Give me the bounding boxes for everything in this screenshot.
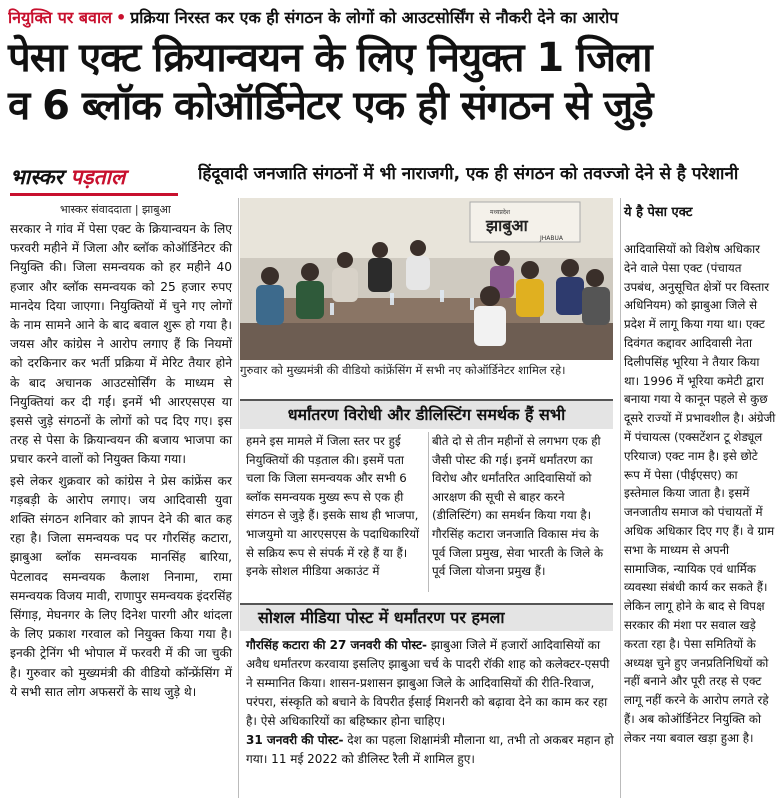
middle-column-divider	[428, 432, 429, 592]
svg-text:झाबुआ: झाबुआ	[486, 216, 528, 235]
headline-line-2: व 6 ब्लॉक कोऑर्डिनेटर एक ही संगठन से जुड़े	[8, 83, 653, 129]
meeting-photo-illustration	[240, 198, 613, 360]
social-section-heading: सोशल मीडिया पोस्ट में धर्मांतरण पर हमला	[240, 603, 613, 631]
main-paragraph-1: सरकार ने गांव में पेसा एक्ट के क्रियान्वयन के लिए फरवरी महीने में जिला और ब्लॉक कोऑर्डिनेटर की नियुक्ति की। जिला समन्वयक को हर महीने 40 हजार और ब्लॉक समन्वयक को 25 हजार रुपए मानदेय दिया जाएगा। नियुक्तियों में चुने गए लोगों के नाम सामने आने के बाद बवाल शुरू हो गया है। जयस और कांग्रेस ने आरोप लगाए हैं कि नियमों को दरकिनार कर भर्ती प्रक्रिया में मेरिट तैयार होने के बाद अचानक आउटसोर्सिंग के माध्यम से नियुक्तियां कर दी गईं। इनमें भी आरएसएस या इससे जुड़े संगठनों के लोगों को पद दिए गए। इस तरह से पेसा के क्रियान्वयन की बजाय भाजपा का प्रचार करने वालों को नियुक्त किया गया।	[10, 222, 232, 467]
main-paragraph-2: इसे लेकर शुक्रवार को कांग्रेस ने प्रेस कांफ्रेंस कर गड़बड़ी के आरोप लगाए। जय आदिवासी युवा शक्ति संगठन शनिवार को ज्ञापन देने की बात कह रहा है। जिला समन्वयक पद पर गौरसिंह कटारा, झाबुआ ब्लॉक समन्वयक मानसिंह बारिया, पेटलावद समन्वयक कैलाश निनामा, रामा समन्वयक विजय मावी, राणापुर समन्वयक इंदरसिंह सिंगाड़, मेघनगर के लिए दिनेश पारगी और थांदला के लिए प्रकाश गरवाल को नियुक्त किया गया है। इनकी ट्रेनिंग भी भोपाल में फरवरी में की जा चुकी है। गुरुवार को मुख्यमंत्री की वीडियो कॉन्फ्रेंसिंग में ये सभी सात लोग अफसरों के साथ जुड़े थे।	[10, 473, 232, 699]
social-section-text	[246, 636, 614, 769]
kicker-tag: नियुक्ति पर बवाल	[8, 8, 112, 27]
column-divider-right	[620, 198, 621, 798]
svg-text:JHABUA: JHABUA	[540, 235, 563, 242]
brand-part-2: पड़ताल	[70, 165, 126, 189]
social-lead-1: गौरसिंह कटारा की 27 जनवरी की पोस्ट-	[246, 638, 428, 652]
meeting-photo	[240, 198, 613, 360]
middle-section-heading: धर्मांतरण विरोधी और डीलिस्टिंग समर्थक हैं सभी	[240, 399, 613, 429]
social-text-1: झाबुआ जिले में हजारों आदिवासियों का अवैध धर्मांतरण करवाया इसलिए झाबुआ चर्च के पादरी रॉकी शाह को कलेक्टर-एसपी ने सम्मानित किया। शासन-प्रशासन झाबुआ जिले के आदिवासियों की रीति-रिवाज, परंपरा, संस्कृति को बचाने के विपरीत ईसाई मिशनरी को बढ़ावा देने का काम कर रहा है। ऐसे अधिकारियों का बहिष्कार होना चाहिए।	[246, 638, 610, 728]
byline: भास्कर संवाददाता | झाबुआ	[60, 203, 171, 216]
photo-caption: गुरुवार को मुख्यमंत्री की वीडियो कांफ्रेंसिंग में सभी नए कोऑर्डिनेटर शामिल रहे।	[240, 363, 566, 377]
main-article-column	[10, 220, 232, 702]
column-divider-left	[238, 198, 239, 798]
brand-part-1: भास्कर	[10, 165, 64, 189]
svg-text:मध्यप्रदेश: मध्यप्रदेश	[490, 209, 511, 216]
sidebar-heading: ये है पेसा एक्ट	[624, 205, 693, 220]
headline	[8, 34, 773, 130]
sidebar-text: आदिवासियों को विशेष अधिकार देने वाले पेसा एक्ट (पंचायत उपबंध, अनुसूचित क्षेत्रों पर विस्तार अधिनियम) को झाबुआ जिले से प्रदेश में लागू किया गया था। एक्ट दिवंगत कद्दावर आदिवासी नेता दिलीपसिंह भूरिया ने तैयार किया था। 1996 में भूरिया कमेटी द्वारा बनाया गया ये कानून पहले से कुछ दूसरे राज्यों में प्रभावशील है। अंग्रेजी में पंचायत्स (एक्सटेंशन टू शेड्यूल एरियाज) एक्ट नाम है। इसे छोटे रूप में पेसा (पीईएसए) का इस्तेमाल किया जाता है। इसमें जनजातीय समाज को पंचायतों में अधिक अधिकार दिए गए हैं। वे ग्राम सभा के माध्यम से अपनी सामाजिक, न्यायिक एवं धार्मिक व्यवस्था संबंधी कार्य कर सकते हैं। लेकिन लागू होने के बाद से विपक्ष सरकार की मंशा पर सवाल खड़े करता रहा है। पेसा समितियों के अध्यक्ष चुने हुए जनप्रतिनिधियों को नहीं बनाने और पूरी तरह से एक्ट लागू नहीं करने के आरोप लगते रहे हैं। अब कोऑर्डिनेटर नियुक्ति को लेकर नया बवाल खड़ा हुआ है।	[624, 242, 776, 745]
social-lead-2: 31 जनवरी की पोस्ट-	[246, 733, 344, 747]
kicker-line	[8, 6, 773, 32]
headline-line-1: पेसा एक्ट क्रियान्वयन के लिए नियुक्त 1 जिला	[8, 35, 652, 81]
brand-underline	[10, 193, 178, 196]
kicker-bullet: •	[115, 8, 127, 27]
kicker-text: प्रक्रिया निरस्त कर एक ही संगठन के लोगों को आउटसोर्सिंग से नौकरी देने का आरोप	[130, 8, 619, 27]
brand-logo	[10, 163, 190, 191]
middle-right-column: बीते दो से तीन महीनों से लगभग एक ही जैसी पोस्ट की गई। इनमें धर्मांतरण का विरोध और धर्मांतरित आदिवासियों को आरक्षण की सूची से बाहर करने (डीलिस्टिंग) का समर्थन किया गया है। गौरसिंह कटारा जनजाति विकास मंच के पूर्व जिला प्रमुख, सेवा भारती के जिले के पूर्व जिला योजना प्रमुख हैं।	[432, 434, 604, 579]
middle-left-column: हमने इस मामले में जिला स्तर पर हुई नियुक्तियों की पड़ताल की। इसमें पता चला कि जिला समन्वयक और सभी 6 ब्लॉक समन्वयक मुख्य रूप से एक ही संगठन से जुड़े हैं। इसके साथ ही भाजपा, भाजयुमो या आरएसएस के पदाधिकारियों से सक्रिय रूप से संपर्क में रहे हैं या हैं। इनके सोशल मीडिया अकाउंट में	[246, 434, 420, 579]
subheadline: हिंदूवादी जनजाति संगठनों में भी नाराजगी, एक ही संगठन को तवज्जो देने से है परेशानी	[198, 164, 739, 184]
social-text-2: देश का पहला शिक्षामंत्री मौलाना था, तभी तो अकबर महान हो गया। 11 मई 2022 को डीलिस्ट रैली में शामिल हुए।	[246, 733, 614, 766]
